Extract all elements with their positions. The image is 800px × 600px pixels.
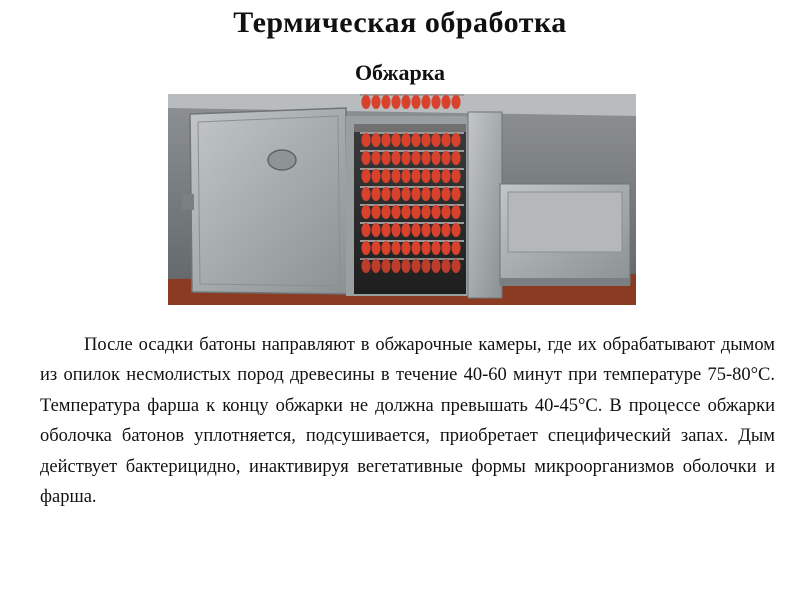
smoking-chamber-photo xyxy=(168,94,636,305)
slide-title: Термическая обработка xyxy=(233,6,567,39)
slide-subtitle: Обжарка xyxy=(354,60,446,85)
body-paragraph: После осадки батоны направляют в обжарочные камеры, где их обрабатывают дымом из опилок несмолистых пород древесины в течение 40-60 минут при температуре 75-80°С. Температура фарша к концу обжарки не должна превышать 40-45°С. В процессе обжарки оболочка батонов уплотняется, подсушивается, приобретает специфический запах. Дым действует бактерицидно, инактивируя вегетативные формы микроорганизмов оболочки и фарша. xyxy=(40,335,775,508)
